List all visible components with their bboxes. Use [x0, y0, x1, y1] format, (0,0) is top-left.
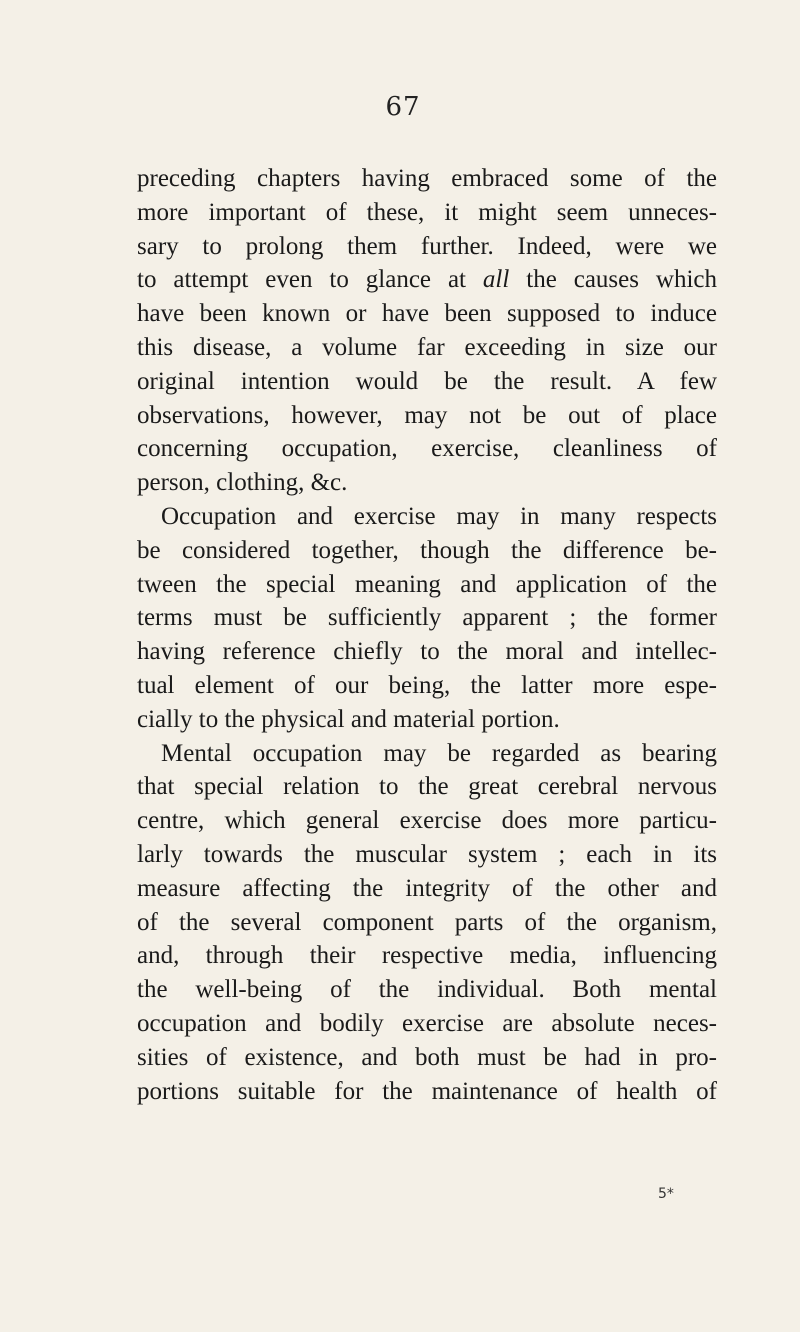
text-line: more important of these, it might seem unneces-	[137, 198, 717, 226]
text-line: observations, however, may not be out of place	[137, 401, 717, 429]
text-line: of the several component parts of the organism,	[137, 908, 717, 936]
text-line: having reference chiefly to the moral and intellec-	[137, 638, 717, 666]
body-text	[137, 162, 717, 1108]
text-line: sary to prolong them further. Indeed, were we	[137, 232, 717, 260]
text-line: sities of existence, and both must be had in pro-	[137, 1043, 717, 1071]
paragraph-end-line: cially to the physical and material portion.	[137, 705, 560, 733]
paragraph-start-line: Occupation and exercise may in many respects	[161, 502, 717, 530]
text-line: tween the special meaning and application of the	[137, 570, 717, 598]
paragraph-end-line: person, clothing, &c.	[137, 469, 348, 497]
text-line: that special relation to the great cerebral nervous	[137, 773, 717, 801]
text-line: and, through their respective media, influencing	[137, 942, 717, 970]
text-line: portions suitable for the maintenance of health of	[137, 1077, 717, 1105]
text-line: terms must be sufficiently apparent ; the former	[137, 604, 717, 632]
text-line: larly towards the muscular system ; each in its	[137, 840, 717, 868]
text-line: the well-being of the individual. Both mental	[137, 976, 717, 1004]
text-line	[137, 263, 717, 297]
text-line: this disease, a volume far exceeding in size our	[137, 333, 717, 361]
text-line: preceding chapters having embraced some of the	[137, 165, 717, 192]
text-line: concerning occupation, exercise, cleanliness of	[137, 435, 717, 463]
text-fragment: to attempt even to glance at	[137, 266, 483, 294]
text-fragment: the causes which	[509, 266, 717, 294]
signature-mark: 5*	[658, 1186, 674, 1202]
text-line: occupation and bodily exercise are absolute neces-	[137, 1009, 717, 1037]
emphasis-all: all	[482, 266, 510, 294]
text-line: be considered together, though the difference be-	[137, 536, 717, 564]
text-line: centre, which general exercise does more particu-	[137, 807, 717, 835]
text-line: have been known or have been supposed to induce	[137, 300, 717, 328]
text-line: original intention would be the result. A few	[137, 367, 717, 395]
text-line: measure affecting the integrity of the other and	[137, 874, 717, 902]
page-number: 67	[385, 92, 421, 122]
text-line: tual element of our being, the latter more espe-	[137, 671, 717, 699]
paragraph-start-line: Mental occupation may be regarded as bearing	[161, 739, 717, 767]
